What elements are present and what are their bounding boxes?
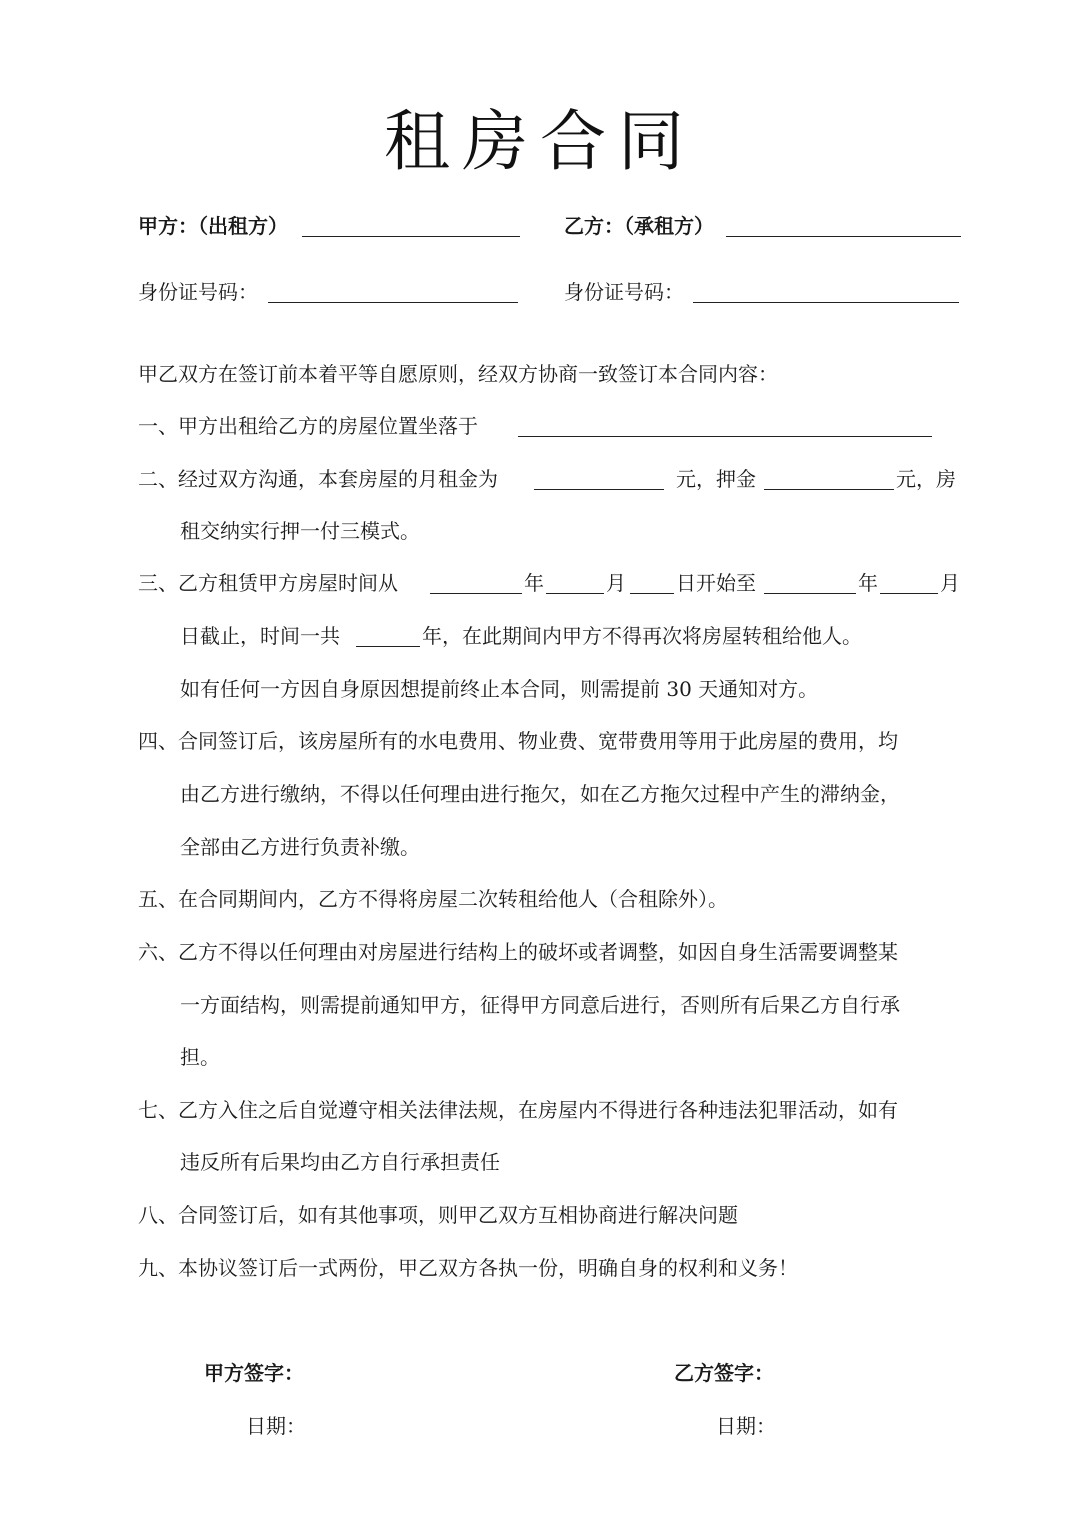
- clause-3-start-day-blank[interactable]: [630, 573, 674, 594]
- clause-5: 五、在合同期间内，乙方不得将房屋二次转租给他人（合租除外）。: [138, 887, 728, 911]
- signature-b-label: 乙方签字：: [674, 1361, 774, 1385]
- clause-2-part-a: 二、经过双方沟通，本套房屋的月租金为: [138, 467, 498, 491]
- party-b-row: [564, 214, 714, 238]
- clause-4-line3: 全部由乙方进行负责补缴。: [180, 835, 420, 859]
- clause-6-line2: 一方面结构，则需提前通知甲方，征得甲方同意后进行，否则所有后果乙方自行承: [180, 993, 900, 1017]
- party-a-label: 甲方：（出租方）: [138, 214, 288, 238]
- date-b-label: 日期：: [716, 1414, 776, 1438]
- party-a-blank[interactable]: [302, 216, 520, 237]
- clause-1-address-blank[interactable]: [518, 416, 932, 437]
- clause-2-rent-blank[interactable]: [534, 469, 664, 490]
- clause-6-line1: 六、乙方不得以任何理由对房屋进行结构上的破坏或者调整，如因自身生活需要调整某: [138, 940, 898, 964]
- id-a-label: 身份证号码：: [138, 280, 258, 304]
- id-a-blank[interactable]: [268, 282, 518, 303]
- clause-4-line1: 四、合同签订后，该房屋所有的水电费用、物业费、宽带费用等用于此房屋的费用，均: [138, 729, 898, 753]
- page-title: 租房合同: [384, 103, 696, 180]
- clause-3-part-a: 三、乙方租赁甲方房屋时间从: [138, 571, 398, 595]
- clause-3-line2-part-a: 日截止，时间一共: [180, 624, 340, 648]
- clause-7-line1: 七、乙方入住之后自觉遵守相关法律法规，在房屋内不得进行各种违法犯罪活动，如有: [138, 1098, 898, 1122]
- clause-6-line3: 担。: [180, 1045, 220, 1069]
- clause-3-month-2: 月: [940, 571, 960, 595]
- intro-text: 甲乙双方在签订前本着平等自愿原则，经双方协商一致签订本合同内容：: [138, 362, 778, 386]
- id-b-blank[interactable]: [693, 282, 959, 303]
- clause-3-year-1: 年: [524, 571, 544, 595]
- clause-2-part-b: 元，押金: [676, 467, 756, 491]
- clause-3-start-month-blank[interactable]: [546, 573, 604, 594]
- clause-3-year-2: 年: [858, 571, 878, 595]
- clause-2-part-c: 元，房: [896, 467, 956, 491]
- clause-3-line2-part-b: 年，在此期间内甲方不得再次将房屋转租给他人。: [422, 624, 862, 648]
- clause-2-line2: 租交纳实行押一付三模式。: [180, 519, 420, 543]
- clause-3-month-1: 月: [606, 571, 626, 595]
- date-a-label: 日期：: [246, 1414, 306, 1438]
- party-b-blank[interactable]: [726, 216, 961, 237]
- id-b-label: 身份证号码：: [564, 280, 684, 304]
- clause-9: 九、本协议签订后一式两份，甲乙双方各执一份，明确自身的权利和义务！: [138, 1256, 798, 1280]
- clause-1: 一、甲方出租给乙方的房屋位置坐落于: [138, 414, 478, 438]
- clause-4-line2: 由乙方进行缴纳，不得以任何理由进行拖欠，如在乙方拖欠过程中产生的滞纳金，: [180, 782, 900, 806]
- party-b-label: 乙方：（承租方）: [564, 214, 714, 238]
- clause-3-day-1: 日开始至: [676, 571, 756, 595]
- clause-3-line3: 如有任何一方因自身原因想提前终止本合同，则需提前 30 天通知对方。: [180, 677, 819, 701]
- clause-3-start-year-blank[interactable]: [430, 573, 522, 594]
- clause-8: 八、合同签订后，如有其他事项，则甲乙双方互相协商进行解决问题: [138, 1203, 738, 1227]
- signature-a-label: 甲方签字：: [204, 1361, 304, 1385]
- clause-3-duration-blank[interactable]: [356, 626, 420, 647]
- clause-3-end-year-blank[interactable]: [764, 573, 856, 594]
- clause-2-deposit-blank[interactable]: [764, 469, 894, 490]
- party-a-row: [138, 214, 288, 238]
- clause-3-end-month-blank[interactable]: [880, 573, 938, 594]
- clause-7-line2: 违反所有后果均由乙方自行承担责任: [180, 1150, 500, 1174]
